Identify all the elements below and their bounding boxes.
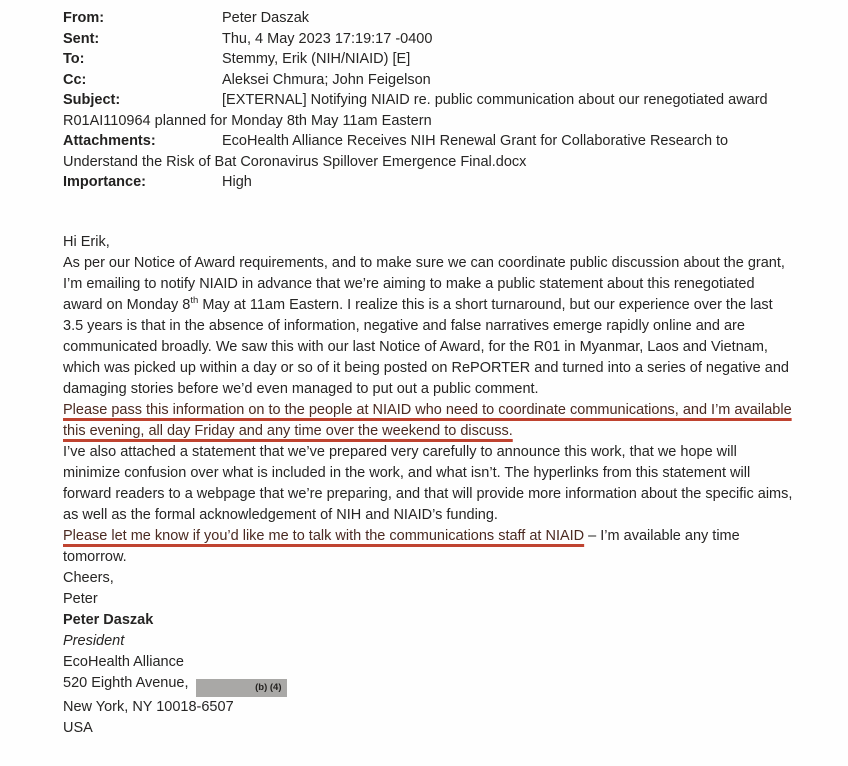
signature-name: Peter Daszak xyxy=(63,611,154,628)
signature-address xyxy=(63,673,793,697)
email-header xyxy=(63,8,793,193)
header-value-cc: Aleksei Chmura; John Feigelson xyxy=(222,71,431,88)
header-row-importance xyxy=(63,172,793,193)
signoff-name: Peter xyxy=(63,590,98,607)
signature-address-text: 520 Eighth Avenue, xyxy=(63,674,189,691)
red-underlined-text-1: Please pass this information on to the people at NIAID who need to coordinate communications, and I’m available this evening, all day Friday and any time over the weekend to discuss. xyxy=(63,401,792,439)
header-value-sent: Thu, 4 May 2023 17:19:17 -0400 xyxy=(222,30,433,47)
body-paragraph-1 xyxy=(63,253,793,400)
header-row-subject xyxy=(63,90,793,131)
signature-organization: EcoHealth Alliance xyxy=(63,653,184,670)
header-value-to: Stemmy, Erik (NIH/NIAID) [E] xyxy=(222,51,411,67)
header-row-attachments xyxy=(63,131,793,172)
header-label-subject: Subject: xyxy=(63,92,121,108)
header-value-from: Peter Daszak xyxy=(222,10,310,26)
header-label-importance: Importance: xyxy=(63,174,146,190)
greeting: Hi Erik, xyxy=(63,233,110,250)
closing: Cheers, xyxy=(63,569,114,586)
header-label-to: To: xyxy=(63,51,85,67)
signature-city: New York, NY 10018-6507 xyxy=(63,698,234,715)
header-row-sent xyxy=(63,29,793,50)
body-paragraph-1-text: As per our Notice of Award requirements, and to make sure we can coordinate public discussion about the grant, I’m emailing to notify NIAID in advance that we’re aiming to make a public statement about this renegotiated award on Monday 8 xyxy=(63,254,785,313)
email-body xyxy=(63,232,793,739)
signature-country: USA xyxy=(63,719,93,736)
header-value-attachments: EcoHealth Alliance Receives NIH Renewal Grant for Collaborative Research to Understand the Risk of Bat Coronavirus Spillover Emergence Final.docx xyxy=(63,133,729,170)
header-value-subject: [EXTERNAL] Notifying NIAID re. public communication about our renegotiated award R01AI110964 planned for Monday 8th May 11am Eastern xyxy=(63,92,768,129)
header-label-sent: Sent: xyxy=(63,30,100,47)
header-label-from: From: xyxy=(63,10,105,26)
header-label-attachments: Attachments: xyxy=(63,133,156,149)
underlined-sentence-2 xyxy=(63,526,793,568)
underlined-sentence-1 xyxy=(63,400,793,442)
header-row-to xyxy=(63,49,793,70)
redaction-label: (b) (4) xyxy=(255,681,282,693)
body-paragraph-1-text-cont: May at 11am Eastern. I realize this is a short turnaround, but our experience over the last 3.5 years is that in the absence of information, negative and false narratives emerge rapidly online and are communicated broadly. We saw this with our last Notice of Award, for the R01 in Myanmar, Laos and Vietnam, which was picked up within a day or so of it being posted on RePORTER and turned into a series of negative and damaging stories before we’d even managed to put out a public comment. xyxy=(63,296,789,397)
header-value-importance: High xyxy=(222,174,252,190)
header-row-from xyxy=(63,8,793,29)
redaction-box xyxy=(196,679,287,697)
after-underline-text: – I’m available any time tomorrow. xyxy=(63,527,740,565)
body-paragraph-2: I’ve also attached a statement that we’ve prepared very carefully to announce this work, that we hope will minimize confusion over what is included in the work, and what isn’t. The hyperlinks from this statement will forward readers to a webpage that we’re preparing, and that will provide more information about the specific aims, as well as the formal acknowledgement of NIH and NIAID’s funding. xyxy=(63,443,793,523)
red-underlined-text-2: Please let me know if you’d like me to talk with the communications staff at NIAID xyxy=(63,527,585,544)
signature-title: President xyxy=(63,632,125,649)
header-row-cc xyxy=(63,70,793,91)
superscript-th: th xyxy=(190,294,199,306)
header-label-cc: Cc: xyxy=(63,71,87,88)
